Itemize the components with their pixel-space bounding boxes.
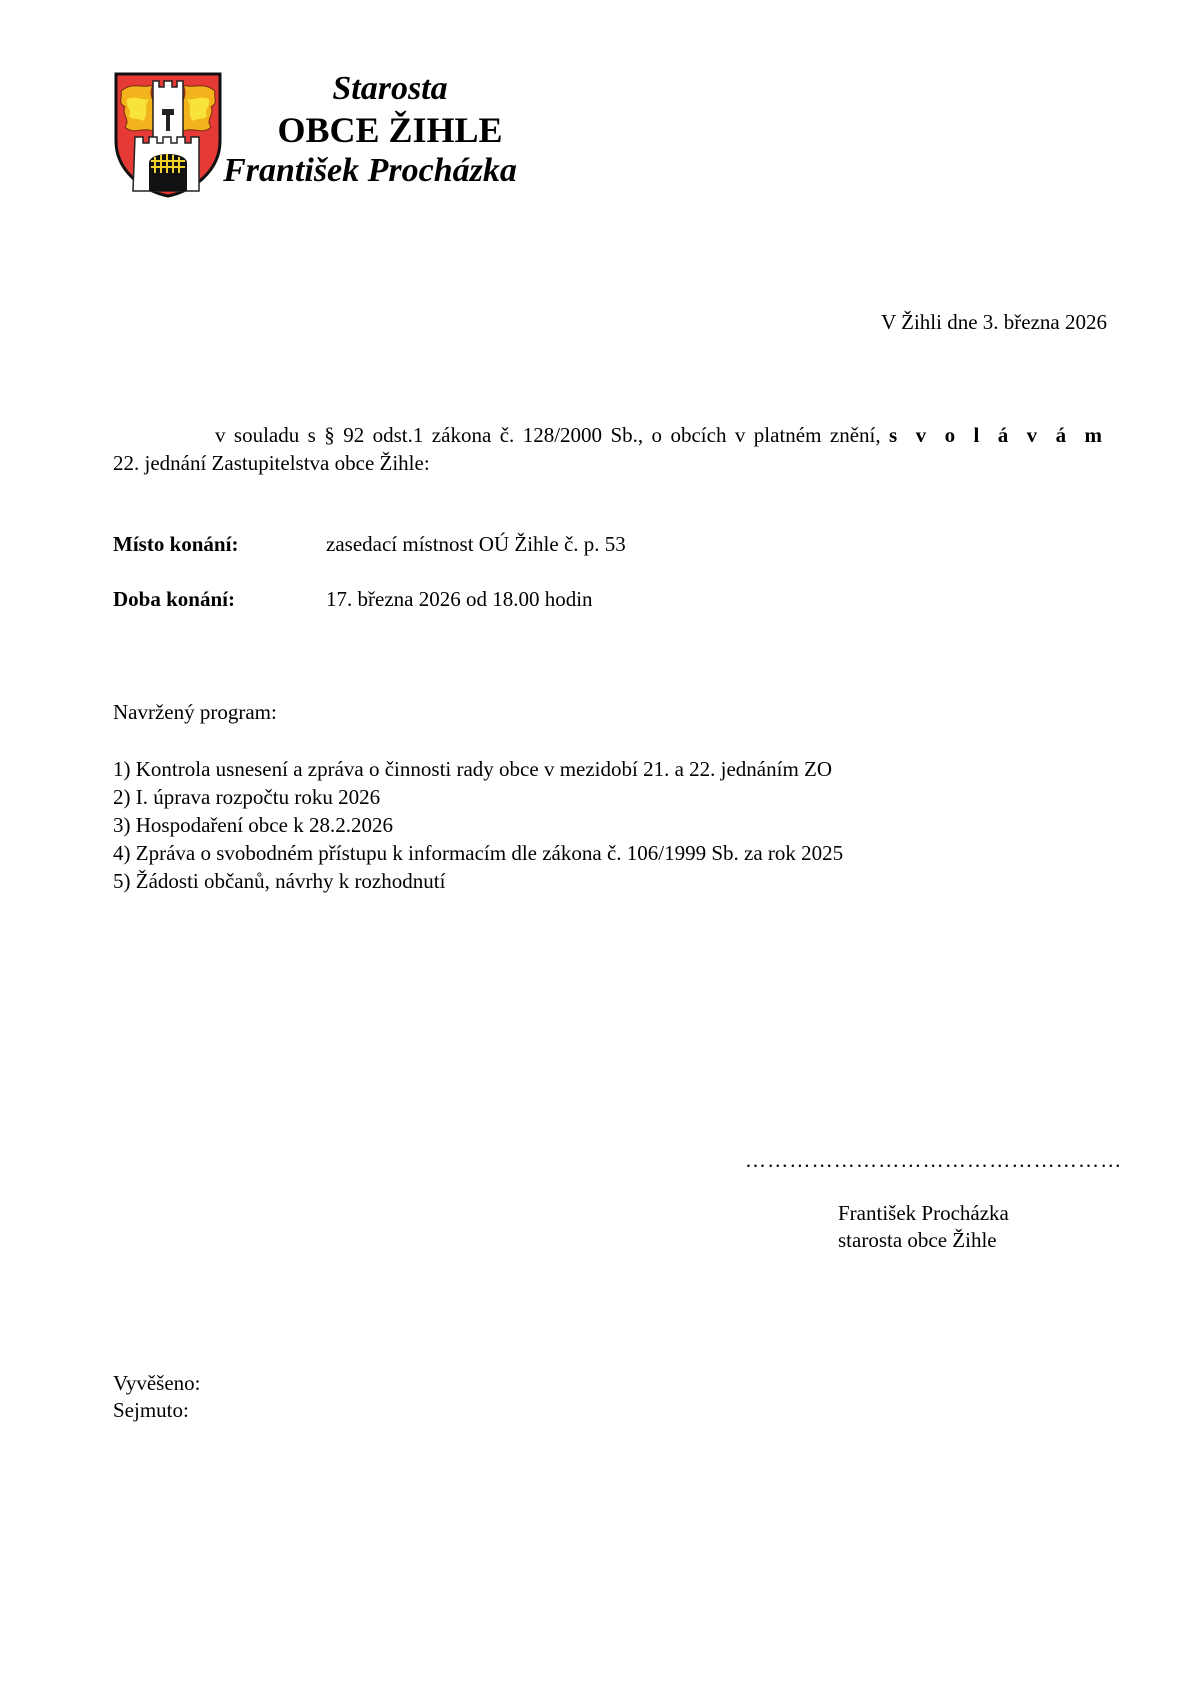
letterhead-role: Starosta	[332, 70, 448, 107]
program-item: 5) Žádosti občanů, návrhy k rozhodnutí	[113, 869, 446, 893]
date-line: V Žihli dne 3. března 2026	[881, 310, 1107, 334]
program-item: 4) Zpráva o svobodném přístupu k informacím dle zákona č. 106/1999 Sb. za rok 2025	[113, 841, 844, 865]
intro-paragraph	[113, 421, 1107, 477]
posting-info	[113, 1370, 201, 1424]
detail-place	[113, 532, 626, 557]
intro-emphasis: s v o l á v á m	[889, 423, 1108, 447]
detail-time-value: 17. března 2026 od 18.00 hodin	[326, 587, 593, 611]
program-item: 3) Hospodaření obce k 28.2.2026	[113, 813, 393, 837]
removed-label: Sejmuto:	[113, 1398, 189, 1422]
detail-place-label: Místo konání:	[113, 532, 239, 556]
program-item: 1) Kontrola usnesení a zpráva o činnosti rady obce v mezidobí 21. a 22. jednáním ZO	[113, 757, 833, 781]
detail-time-label: Doba konání:	[113, 587, 235, 611]
letterhead	[225, 72, 555, 188]
letterhead-municipality: OBCE ŽIHLE	[277, 110, 503, 150]
posted-label: Vyvěšeno:	[113, 1371, 201, 1395]
signature-line: ……………………………………………	[745, 1148, 1123, 1172]
program-list	[113, 755, 843, 895]
detail-time	[113, 587, 593, 612]
program-item: 2) I. úprava rozpočtu roku 2026	[113, 785, 381, 809]
program-title: Navržený program:	[113, 700, 277, 724]
intro-first-line	[113, 421, 1107, 449]
signature-block	[838, 1200, 1009, 1254]
signature-name: František Procházka	[838, 1201, 1009, 1225]
signature-role: starosta obce Žihle	[838, 1228, 997, 1252]
intro-continuation: 22. jednání Zastupitelstva obce Žihle:	[113, 451, 430, 475]
detail-place-value: zasedací místnost OÚ Žihle č. p. 53	[326, 532, 626, 556]
intro-text: v souladu s § 92 odst.1 zákona č. 128/2000 Sb., o obcích v platném znění,	[215, 423, 881, 447]
letterhead-name: František Procházka	[223, 152, 517, 189]
